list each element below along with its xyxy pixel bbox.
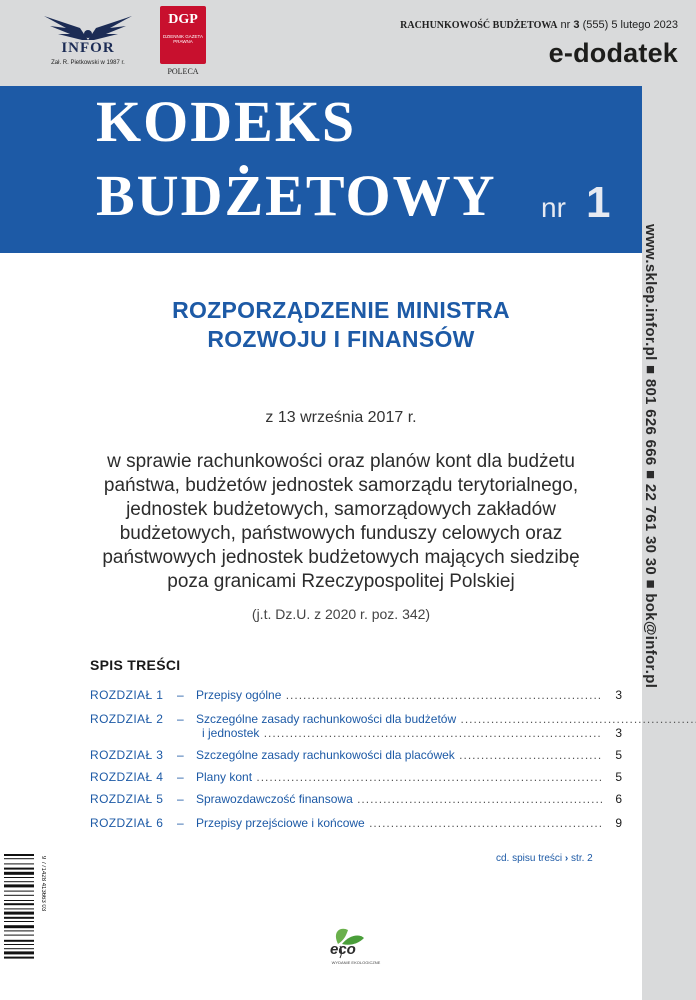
series-name: RACHUNKOWOŚĆ BUDŻETOWA	[400, 20, 558, 31]
dgp-letters: DGP	[168, 12, 198, 27]
toc-dash: –	[177, 712, 184, 726]
side-contact-text: www.sklep.infor.pl ■ 801 626 666 ■ 22 761 30 30 ■ bok@infor.pl	[642, 224, 659, 689]
toc-title	[196, 712, 696, 726]
regulation-reference: (j.t. Dz.U. z 2020 r. poz. 342)	[251, 606, 431, 622]
barcode-bar	[4, 858, 34, 859]
toc-page: 5	[615, 748, 622, 762]
barcode-bar	[4, 912, 34, 915]
barcode-bar	[4, 935, 34, 936]
eco-logo-caption: WYDANIE EKOLOGICZNE	[331, 960, 381, 965]
barcode-bar	[4, 944, 34, 945]
dgp-subtitle: DZIENNIK GAZETA PRAWNA	[163, 34, 203, 44]
toc-dash: –	[177, 816, 184, 830]
barcode-bar	[4, 854, 34, 856]
toc-chapter: ROZDZIAŁ 5	[90, 792, 164, 806]
eagle-icon	[36, 14, 140, 42]
barcode-bar	[4, 863, 34, 864]
barcode-bar	[4, 951, 34, 954]
toc-title: Szczególne zasady rachunkowości dla placówek .....	[196, 748, 602, 762]
infor-logo	[30, 14, 140, 74]
dgp-recommends: POLECA	[167, 67, 199, 76]
publisher-name: INFOR	[61, 40, 115, 56]
chevron-right-icon: ›	[564, 853, 569, 864]
regulation-title: ROZPORZĄDZENIE MINISTRA ROZWOJU I FINANSÓW	[172, 297, 510, 352]
toc-chapter: ROZDZIAŁ 1	[90, 688, 164, 702]
title-nr-label: nr	[541, 192, 566, 223]
barcode-bar	[4, 908, 34, 909]
regulation-date: z 13 września 2017 r.	[265, 409, 417, 426]
issue-line	[400, 19, 678, 31]
toc-page: 6	[615, 792, 622, 806]
toc-title: Przepisy ogólne .....	[196, 688, 602, 702]
toc-chapter: ROZDZIAŁ 3	[90, 748, 164, 762]
toc-continuation-page: str. 2	[571, 853, 593, 864]
barcode-bar	[4, 868, 34, 870]
barcode-digits: 9 771428 413663 03	[40, 856, 46, 912]
toc-continuation[interactable]	[496, 853, 593, 864]
barcode-bar	[4, 948, 34, 949]
title-line-2: BUDŻETOWY	[96, 163, 497, 228]
barcode-bar	[4, 900, 34, 901]
regulation-description: w sprawie rachunkowości oraz planów kont dla budżetu państwa, budżetów jednostek samorządu terytorialnego, jednostek budżetowych, samorządowych zakładów budżetowych, państwowych funduszy celowych oraz państwowych jednostek budżetowych mających siedzibę poza granicami Rzeczypospolitej Polskiej	[102, 451, 580, 592]
toc-page: 3	[615, 726, 622, 740]
barcode-bar	[4, 957, 34, 959]
title-nr-value: 1	[586, 178, 611, 227]
toc-chapter: ROZDZIAŁ 2	[90, 712, 164, 726]
barcode-bar	[4, 884, 34, 887]
barcode-bar	[4, 940, 34, 942]
barcode-bar	[4, 925, 34, 928]
barcode-bar	[4, 891, 34, 892]
toc-title-cont: i jednostek .....	[202, 726, 602, 740]
toc-title: Plany kont .....	[196, 770, 602, 784]
toc-page: 3	[615, 688, 622, 702]
toc-chapter: ROZDZIAŁ 4	[90, 770, 164, 784]
issue-date: 5 lutego 2023	[611, 19, 678, 31]
toc-title-text: Szczególne zasady rachunkowości dla budżetów	[196, 712, 457, 726]
issue-total: (555)	[582, 19, 609, 31]
issue-prefix: nr	[560, 19, 571, 31]
barcode-bar	[4, 921, 34, 922]
toc-title: Sprawozdawczość finansowa .....	[196, 792, 602, 806]
barcode	[2, 852, 46, 1000]
toc-dash: –	[177, 770, 184, 784]
barcode-bar	[4, 872, 34, 875]
toc-dash: –	[177, 748, 184, 762]
toc-chapter: ROZDZIAŁ 6	[90, 816, 164, 830]
toc-title: Przepisy przejściowe i końcowe .....	[196, 816, 602, 830]
supplement-label: e-dodatek	[548, 38, 678, 68]
publisher-since: Zał. R. Pietkowski w 1987 r.	[51, 60, 125, 66]
barcode-bar	[4, 895, 34, 896]
toc-dash: –	[177, 792, 184, 806]
toc-dash: –	[177, 688, 184, 702]
title-line-1: KODEKS	[96, 89, 357, 154]
barcode-bar	[4, 917, 34, 919]
toc-page: 5	[615, 770, 622, 784]
barcode-bar	[4, 877, 34, 878]
toc-continuation-text: cd. spisu treści	[496, 853, 563, 864]
eco-logo-text: eco	[330, 941, 356, 958]
dgp-logo	[160, 6, 206, 78]
toc-page: 9	[615, 816, 622, 830]
barcode-bar	[4, 881, 34, 882]
side-contact	[642, 224, 675, 744]
barcode-bar	[4, 930, 34, 931]
toc-heading: SPIS TREŚCI	[90, 657, 181, 673]
issue-number: 3	[573, 19, 580, 31]
barcode-bar	[4, 903, 34, 905]
